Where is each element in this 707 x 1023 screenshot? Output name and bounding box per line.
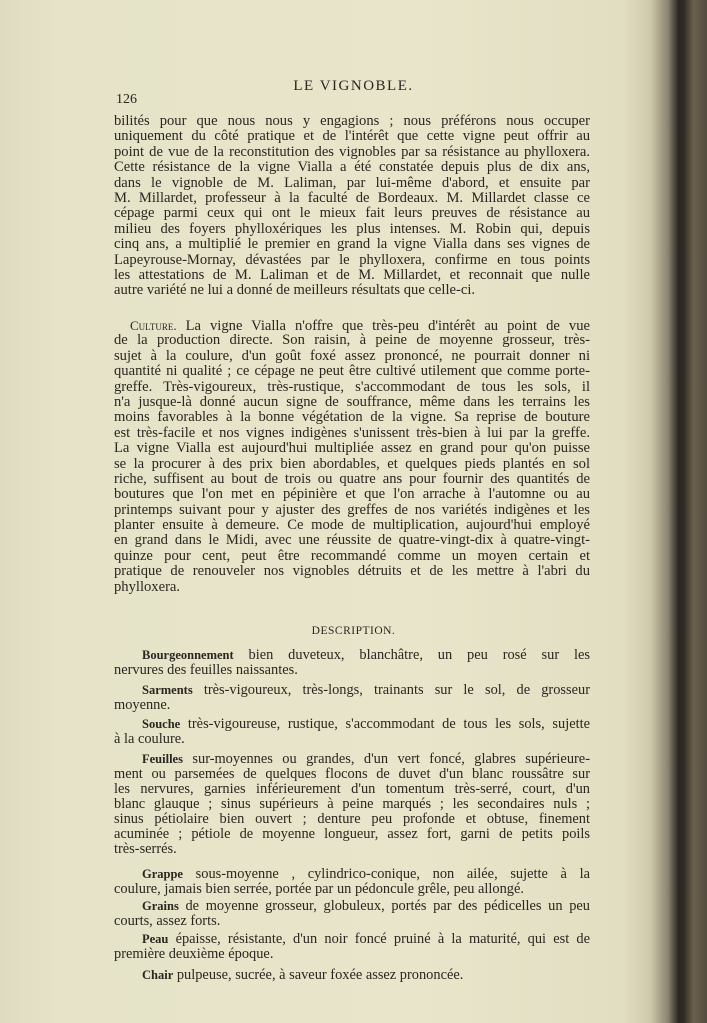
text-line: blanc glauque ; sinus supérieurs à peine marqués ; les secondaires nuls ; [114,796,590,812]
text-line: M. Millardet, professeur à la faculté de Bordeaux. M. Millardet classe ce [114,189,590,206]
text-line: Grappe sous-moyenne , cylindrico-conique, non ailée, sujette à la [142,866,590,882]
text-line: bilités pour que nous nous y engagions ; nous préférons nous occuper [114,113,590,129]
text-line: en grand dans le Midi, avec une réussite de quatre-vingt-dix à quatre-vingt- [114,532,590,549]
text-line: sinus pétiolaire bien ouvert ; denture peu profonde et obtuse, finement [114,811,590,827]
text-line: sujet à la coulure, d'un goût foxé assez prononcé, ne pourrait donner ni [114,347,590,364]
text-line: les attestations de M. Laliman et de M. Millardet, et reconnait que nulle [114,266,590,283]
section-heading-description: DESCRIPTION. [311,625,396,637]
text-line: dans le vignoble de M. Laliman, par lui-même d'abord, et ensuite par [114,174,590,191]
text-line: les nervures, garnies inférieurement d'un tomentum très-serré, court, d'un [114,781,590,797]
text-line: Feuilles sur-moyennes ou grandes, d'un vert foncé, glabres supérieure- [142,751,590,767]
description-entry [114,932,590,962]
text-line: printemps suivant pour y ajuster des greffes de nos variétés indigènes et les [114,501,590,518]
text-line: moyenne. [114,697,171,713]
text-line: quinze pour cent, peut être recommandé comme un moyen certain et [114,547,590,564]
text-line: Cette résistance de la vigne Vialla a été constatée depuis plus de dix ans, [114,159,590,176]
entry-term: Chair [142,968,174,982]
text-line: de la production directe. Son raisin, à peine de moyenne grosseur, très- [114,332,590,349]
description-entry [114,717,590,747]
description-entry [114,648,590,678]
text-line: n'a jusque-là donné aucun signe de souffrance, même dans les terrains les [114,393,590,410]
text-line: La vigne Vialla est aujourd'hui multipliée assez en grand pour qu'on puisse [114,440,590,457]
text-line: Grains de moyenne grosseur, globuleux, portés par des pédicelles un peu [142,898,590,914]
section-lead-culture: Culture. [130,318,177,333]
text-line: Souche très-vigoureuse, rustique, s'accommodant de tous les sols, sujette [142,716,590,732]
description-entry [114,752,590,857]
text-line: planter ensuite à demeure. Ce mode de multiplication, aujourd'hui employé [114,517,590,534]
text-line: Sarments très-vigoureux, très-longs, trainants sur le sol, de grosseur [142,682,590,698]
description-entry [114,683,590,713]
entry-term: Sarments [142,683,193,697]
paragraph-intro [114,114,590,299]
text-line: très-serrés. [114,841,177,857]
text-line: boutures que l'on met en pépinière et que l'on arrache à l'automne ou au [114,486,590,503]
text-line: moins favorables à la bonne végétation de la vigne. Sa reprise de bouture [114,409,590,426]
text-line: se la procurer à des prix bien abordables, et quelques pieds plantés en sol [114,455,590,472]
text-line: ment ou parsemées de quelques flocons de duvet d'un blanc roussâtre sur [114,766,590,782]
entry-term: Feuilles [142,752,183,766]
description-entry [114,867,590,897]
text-line: greffe. Très-vigoureux, très-rustique, s'accommodant de tous les sols, il [114,378,590,395]
page-number: 126 [116,92,137,107]
text-line: Culture. La vigne Vialla n'offre que très-peu d'intérêt au point de vue [130,318,590,334]
text-line: autre variété ne lui a donné de meilleurs résultats que celle-ci. [114,282,476,299]
text-line: Chair pulpeuse, sucrée, à saveur foxée assez prononcée. [142,967,464,983]
text-line: milieu des foyers phylloxériques les plus intenses. M. Robin qui, depuis [114,220,590,237]
text-line: uniquement du côté pratique et de l'intérêt que cette vigne peut offrir au [114,128,590,145]
entry-term: Souche [142,717,181,731]
text-line: Bourgeonnement bien duveteux, blanchâtre, un peu rosé sur les [142,647,590,663]
text-line: première deuxième époque. [114,946,274,962]
text-line: pratique de renouveler nos vignobles détruits et de les mettre à l'abri du [114,563,590,580]
entry-term: Bourgeonnement [142,648,234,662]
entry-term: Grains [142,899,179,913]
paragraph-culture [114,318,590,595]
text-line: Peau épaisse, résistante, d'un noir foncé pruiné à la maturité, qui est de [142,931,590,947]
text-line: quantité ni qualité ; ce cépage ne peut être cultivé utilement que comme porte- [114,363,590,380]
book-binding-edge [685,0,707,1023]
text-line: à la coulure. [114,731,185,747]
text-line: acuminée ; pétiole de moyenne longueur, assez fort, garni de petits poils [114,826,590,842]
text-line: courts, assez forts. [114,913,221,929]
text-line: Lapeyrouse-Mornay, dévastées par le phylloxera, confirme en tous points [114,251,590,268]
text-line: est très-facile et nos vignes indigènes s'unissent très-bien à lui par la greffe. [114,424,590,441]
text-line: nervures des feuilles naissantes. [114,662,298,678]
description-entry [114,899,590,929]
text-line: point de vue de la reconstitution des vignobles par sa résistance au phylloxera. [114,143,590,160]
description-entry [114,968,590,983]
running-header: LE VIGNOBLE. [293,78,414,94]
text-line: coulure, jamais bien serrée, portée par un pédoncule grêle, peu allongé. [114,881,524,897]
text-line: phylloxera. [114,578,181,595]
entry-term: Grappe [142,867,183,881]
text-line: cinq ans, a multiplié le premier en grand la vigne Vialla dans ses vignes de [114,236,590,253]
text-line: cépage parmi ceux qui ont le mieux fait leurs preuves de résistance au [114,205,590,222]
text-line: riche, suffisent au bout de trois ou quatre ans pour fournir des quantités de [114,470,590,487]
entry-term: Peau [142,932,169,946]
